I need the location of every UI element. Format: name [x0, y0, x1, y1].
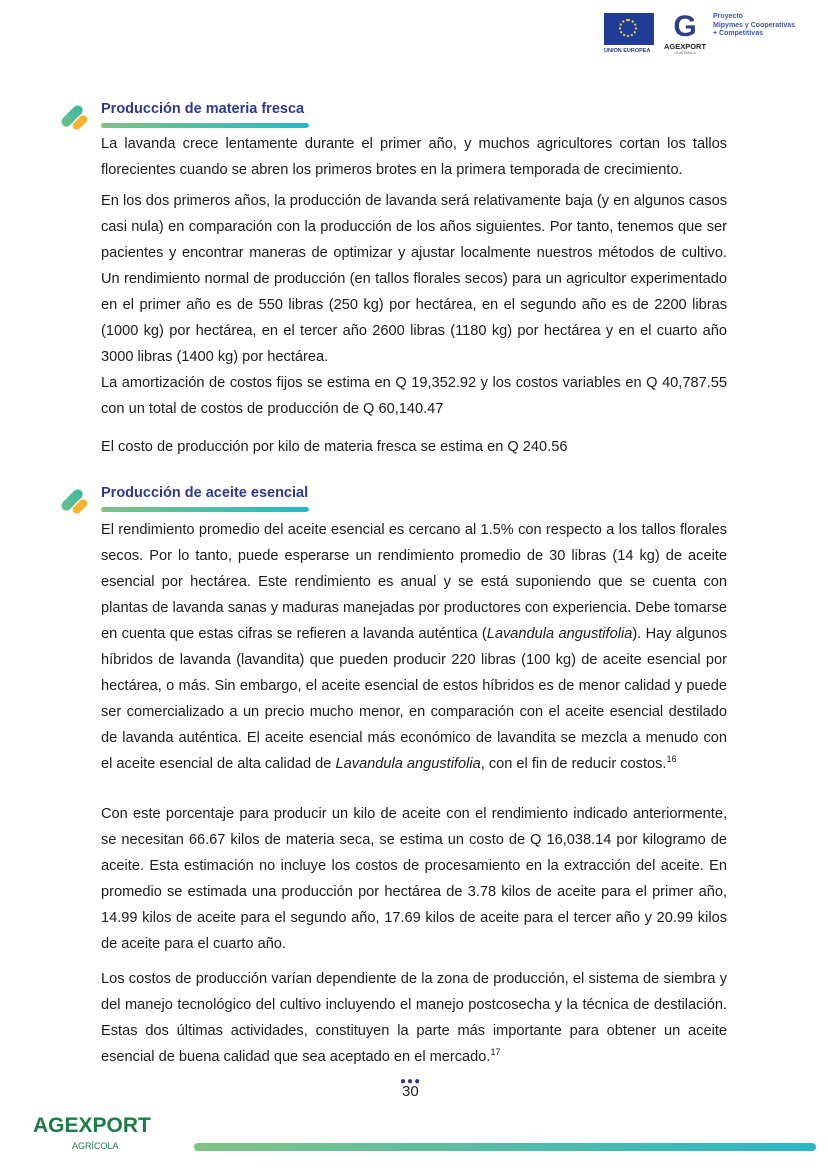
project-line: + Competitivas: [713, 30, 763, 37]
heading-underline: [101, 123, 309, 128]
text: , con el fin de reducir costos.: [480, 756, 667, 772]
paragraph: Con este porcentaje para producir un kilo de aceite con el rendimiento indicado anteriormente, se necesitan 66.67 kilos de materia seca, se estima un costo de Q 16,038.14 por kilogramo de aceite. Esta estimación no incluye los costos de procesamiento en la extracción del aceite. En promedio se estimada una producción por hectárea de 3.78 kilos de aceite para el primer año, 14.99 kilos de aceite para el segundo año, 17.69 kilos de aceite para el tercer año y 20.99 kilos de aceite para el cuarto año.: [101, 806, 727, 952]
footer-bar: [194, 1143, 816, 1151]
page-dots-icon: ●●●: [400, 1076, 422, 1087]
footnote-ref: 17: [490, 1047, 501, 1058]
heading-underline: [101, 507, 309, 512]
text: El rendimiento promedio del aceite esencial es cercano al 1.5% con respecto a los tallos florales secos. Por lo tanto, puede esperarse un rendimiento promedio de 30 libras (14 kg) de aceite esencial por hectárea. Este rendimiento es anual y se está suponiendo que se cuenta con plantas de lavanda sanas y maduras manejadas por productores con experiencia. Debe tomarse en cuenta que estas cifras se refieren a lavanda auténtica (: [101, 522, 727, 642]
agexport-header-logo: [660, 12, 710, 55]
eu-logo: [604, 13, 654, 56]
agexport-sub: GUATEMALA: [674, 51, 696, 55]
paragraph: La lavanda crece lentamente durante el primer año, y muchos agricultores cortan los tallos florecientes cuando se abren los primeros brotes en la primera temporada de crecimiento.: [101, 136, 727, 178]
project-label: [713, 13, 795, 39]
text: Los costos de producción varían dependiente de la zona de producción, el sistema de siembra y del manejo tecnológico del cultivo incluyendo el manejo postcosecha y la técnica de destilación. Estas dos últimas actividades, constituyen la parte más importante para obtener un aceite esencial de buena calidad que sea aceptado en el mercado.: [101, 971, 727, 1065]
project-line: Proyecto: [713, 13, 743, 20]
paragraph: En los dos primeros años, la producción de lavanda será relativamente baja (y en algunos casos casi nula) en comparación con la producción de los años siguientes. Por tanto, tenemos que ser pacientes y encontrar maneras de optimizar y ajustar localmente nuestros métodos de cultivo. Un rendimiento normal de producción (en tallos florales secos) para un agricultor experimentado en el primer año es de 550 libras (250 kg) por hectárea, en el segundo año es de 2200 libras (1000 kg) por hectárea, en el tercer año 2600 libras (1180 kg) por hectárea y en el cuarto año 3000 libras (1400 kg) por hectárea.: [101, 193, 727, 365]
paragraph: [101, 517, 727, 777]
agexport-label: AGEXPORT: [663, 42, 707, 51]
page-number: 30: [402, 1083, 419, 1100]
footer-brand-sub: AGRÍCOLA: [72, 1141, 119, 1151]
footer-brand: AGEXPORT: [33, 1114, 151, 1137]
paragraph: [101, 966, 727, 1070]
paragraph: La amortización de costos fijos se estima en Q 19,352.92 y los costos variables en Q 40,787.55 con un total de costos de producción de Q 60,140.47: [101, 375, 727, 417]
agexport-g-icon: G: [673, 10, 697, 43]
section-title: Producción de aceite esencial: [101, 485, 309, 501]
eu-label: UNION EUROPEA: [604, 48, 651, 54]
project-line: Mipymes y Cooperativas: [713, 21, 796, 29]
footnote-ref: 16: [666, 754, 677, 765]
section-title: Producción de materia fresca: [101, 101, 305, 117]
species-name: Lavandula angustifolia: [335, 756, 481, 772]
text: ). Hay algunos híbridos de lavanda (lavandita) que pueden producir 220 libras (100 kg) de aceite esencial por hectárea, o más. Sin embargo, el aceite esencial de estos híbridos es de menor calidad y puede ser comercializado a un precio mucho menor, en comparación con el aceite esencial destilado de lavanda auténtica. El aceite esencial más económico de lavandita se mezcla a menudo con el aceite esencial de alta calidad de: [101, 626, 727, 772]
paragraph: El costo de producción por kilo de materia fresca se estima en Q 240.56: [101, 439, 568, 455]
eu-flag-icon: [604, 13, 654, 45]
species-name: Lavandula angustifolia: [486, 626, 633, 642]
